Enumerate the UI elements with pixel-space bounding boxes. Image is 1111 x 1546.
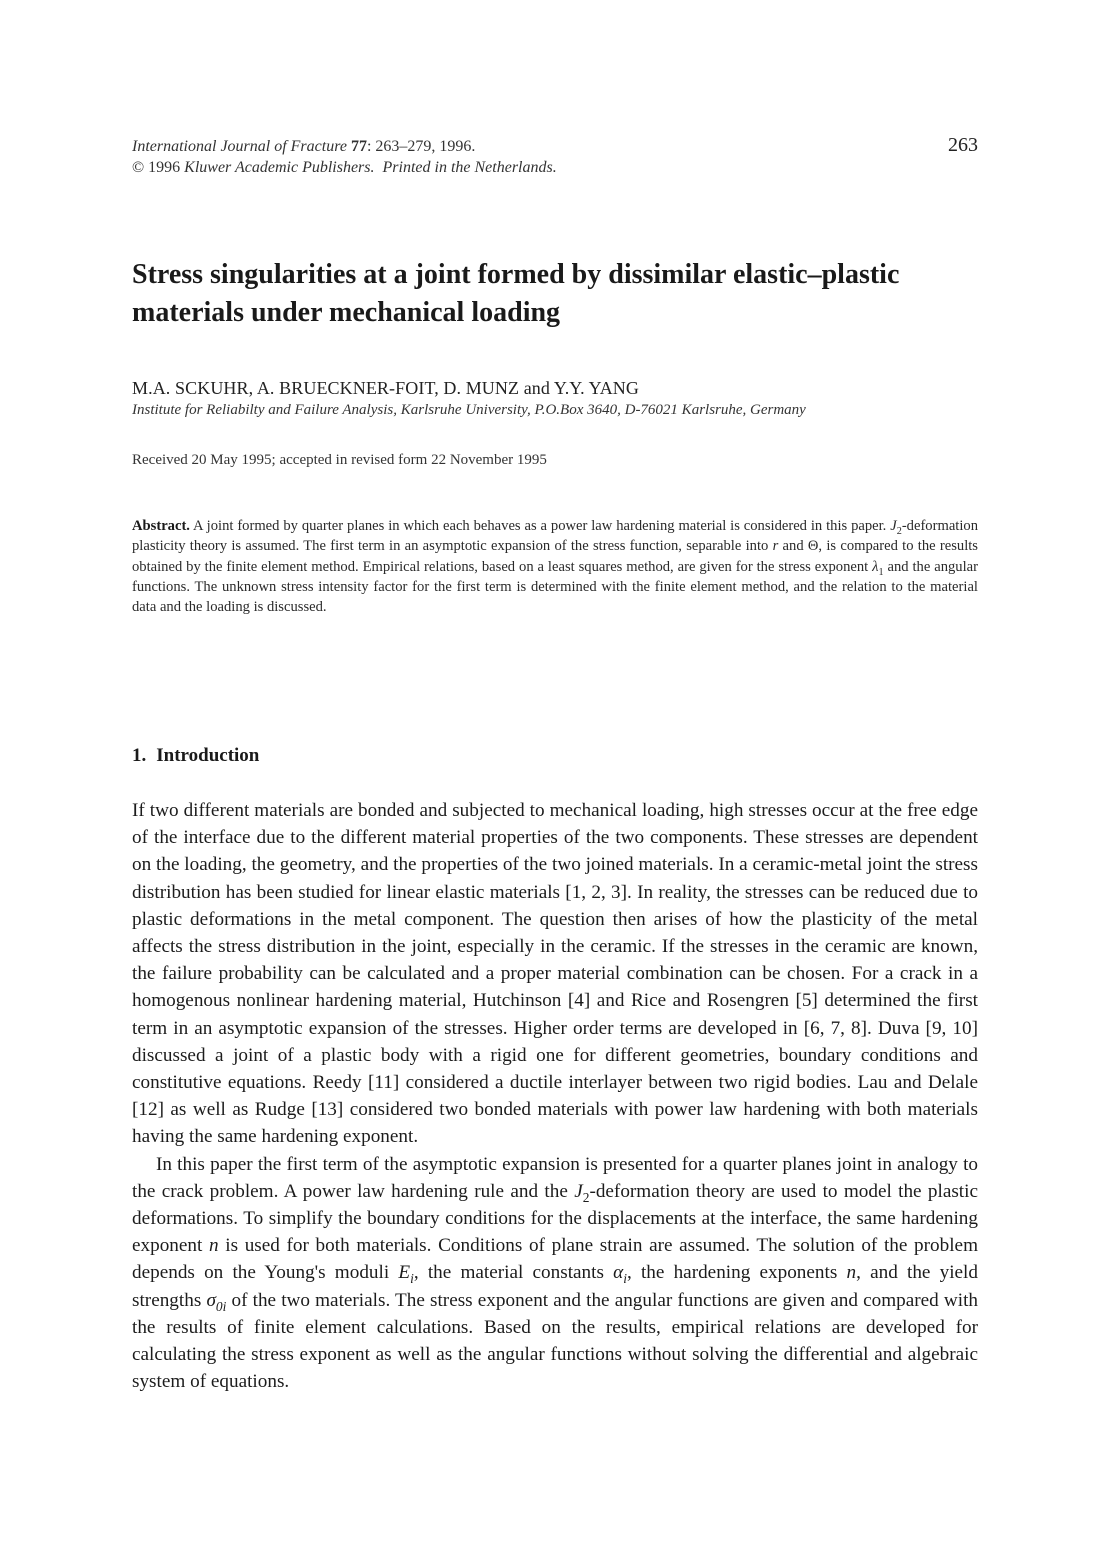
printed-location: Printed in the Netherlands. — [382, 159, 557, 176]
paper-title: Stress singularities at a joint formed by dissimilar elastic–plastic materials under mechanical loading — [132, 259, 900, 328]
body-paragraph-1: If two different materials are bonded and subjected to mechanical loading, high stresses occur at the free edge of the interface due to the different material properties of the two components. These stresses are dependent on the loading, the geometry, and the properties of the two joined materials. In a ceramic-metal joint the stress distribution has been studied for linear elastic materials [1, 2, 3]. In reality, the stresses can be reduced due to plastic deformations in the metal component. The question then arises of how the plasticity of the metal affects the stress distribution in the joint, especially in the ceramic. If the stresses in the ceramic are known, the failure probability can be calculated and a proper material combination can be chosen. For a crack in a homogenous nonlinear hardening material, Hutchinson [4] and Rice and Rosengren [5] determined the first term in an asymptotic expansion of the stresses. Higher order terms are developed in [6, 7, 8]. Duva [9, 10] discussed a joint of a plastic body with a rigid one for different geometries, boundary conditions and constitutive equations. Reedy [11] considered a ductile interlayer between two rigid bodies. Lau and Delale [12] as well as Rudge [13] considered two bonded materials with power law hardening with both materials having the same hardening exponent. — [132, 800, 978, 1148]
abstract-label: Abstract. — [132, 518, 190, 534]
section-title: Introduction — [156, 745, 260, 766]
author-list: M.A. SCKUHR, A. BRUECKNER-FOIT, D. MUNZ and Y.Y. YANG — [132, 378, 640, 398]
section-number: 1. — [132, 745, 147, 766]
received-dates: Received 20 May 1995; accepted in revised form 22 November 1995 — [132, 452, 547, 468]
author-affiliation: Institute for Reliabilty and Failure Analysis, Karlsruhe University, P.O.Box 3640, D-76021 Karlsruhe, Germany — [132, 402, 806, 418]
page-number: 263 — [948, 134, 978, 156]
copyright-year: 1996 — [144, 159, 185, 176]
publisher-name: Kluwer Academic Publishers. — [184, 159, 375, 176]
journal-volume: 77 — [350, 138, 367, 155]
introduction-body — [132, 797, 978, 1395]
body-paragraph-2: In this paper the first term of the asymptotic expansion is presented for a quarter planes joint in analogy to the crack problem. A power law hardening rule and the $J_2$-deformation theory are used to model the plastic deformations. To simplify the boundary conditions for the displacements at the interface, the same hardening exponent n is used for both materials. Conditions of plane strain are assumed. The solution of the problem depends on the Young's moduli $E_i$, the material constants $\alpha_i$, the hardening exponents n, and the yield strengths $\sigma_{0i}$ of the two materials. The stress exponent and the angular functions are given and compared with the results of finite element calculations. Based on the results, empirical relations are developed for calculating the stress exponent as well as the angular functions without solving the differential and algebraic system of equations. — [132, 1153, 978, 1393]
journal-pages-year: : 263–279, 1996. — [366, 138, 476, 155]
abstract: Abstract. A joint formed by quarter planes in which each behaves as a power law hardening material is considered in this paper. $J_2$-deformation plasticity theory is assumed. The first term in an asymptotic expansion of the stress function, separable into r and Θ, is compared to the results obtained by the finite element method. Empirical relations, based on a least squares method, are given for the stress exponent $\lambda_1$ and the angular functions. The unknown stress intensity factor for the first term is determined with the finite element method, and the relation to the material data and the loading is discussed. — [132, 518, 978, 616]
section-heading-introduction — [132, 745, 259, 767]
journal-name: International Journal of Fracture — [132, 138, 347, 155]
copyright-line — [132, 157, 832, 178]
citation-line — [132, 136, 832, 157]
journal-header — [132, 136, 832, 178]
copyright-icon: © — [132, 159, 145, 176]
